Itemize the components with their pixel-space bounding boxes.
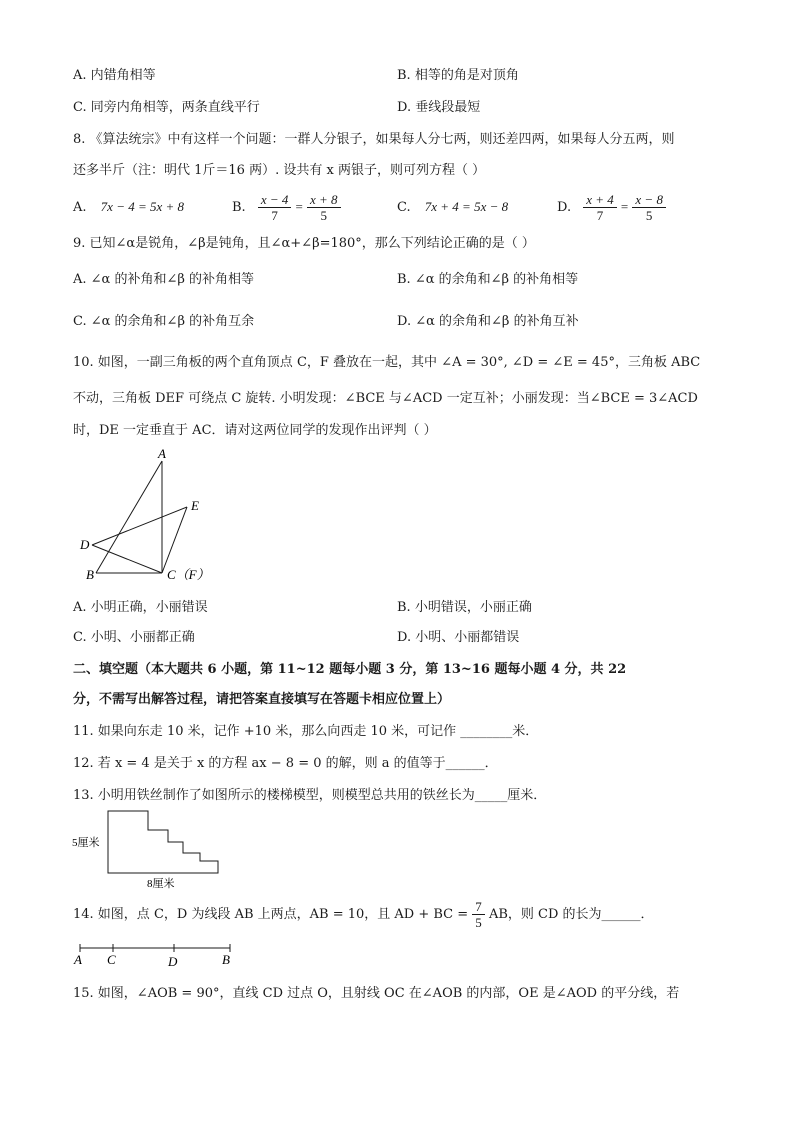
segment-ab	[96, 461, 162, 573]
q14-fraction: $\frac{7}{5}$	[472, 899, 485, 930]
q8-option-d-frac-right: $\frac{x - 8}{5}$	[632, 192, 666, 223]
q8-option-b-frac-left: $\frac{x - 4}{7}$	[258, 192, 292, 223]
q9-option-a: A. ∠α 的补角和∠β 的补角相等	[73, 272, 254, 287]
label-point-a: A	[158, 446, 166, 461]
label-point-b: B	[222, 952, 230, 967]
width-label: 8厘米	[147, 878, 175, 890]
q7-option-d: D. 垂线段最短	[397, 100, 481, 115]
q7-option-a: A. 内错角相等	[73, 68, 156, 83]
q7-option-b: B. 相等的角是对顶角	[397, 68, 519, 83]
q8-option-c-label: C.	[397, 200, 411, 215]
q10-option-c: C. 小明、小丽都正确	[73, 630, 195, 645]
q8-option-c	[397, 199, 508, 216]
segment-ef	[162, 507, 187, 573]
q10-option-d: D. 小明、小丽都错误	[397, 630, 520, 645]
label-point-c: C（F）	[167, 567, 210, 582]
q10-option-b: B. 小明错误，小丽正确	[397, 600, 532, 615]
q14-stem	[73, 895, 654, 935]
label-point-e: E	[191, 498, 199, 513]
q8-option-b: B. $\frac{x - 4}{7}$ = $\frac{x + 8}{5}$	[232, 188, 341, 227]
staircase-outline	[108, 811, 218, 873]
section-2-heading-line2: 分，不需写出解答过程，请把答案直接填写在答题卡相应位置上）	[73, 692, 451, 707]
q15-stem: 15. 如图，∠AOB = 90°，直线 CD 过点 O，且射线 OC 在∠AOB 的内部，OE 是∠AOD 的平分线，若	[73, 986, 680, 1001]
q8-option-b-frac-right: $\frac{x + 8}{5}$	[307, 192, 341, 223]
q8-stem-line2: 还多半斤（注：明代 1斤＝16 两）. 设共有 x 两银子，则可列方程（ ）	[73, 163, 486, 178]
q8-option-a	[73, 199, 184, 216]
q8-option-c-equation: 7x + 4 = 5x − 8	[424, 199, 509, 214]
q13-staircase-figure	[68, 805, 228, 895]
q10-option-a: A. 小明正确，小丽错误	[73, 600, 208, 615]
q14-stem-post: AB，则 CD 的长为______．	[488, 907, 654, 922]
q8-stem-line1: 8. 《算法统宗》中有这样一个问题：一群人分银子，如果每人分七两，则还差四两，如果每人分五两，则	[73, 132, 675, 147]
q10-stem-line3: 时，DE 一定垂直于 AC．请对这两位同学的发现作出评判（ ）	[73, 423, 437, 438]
q8-option-a-equation: 7x − 4 = 5x + 8	[100, 199, 185, 214]
q8-option-d-label: D.	[557, 200, 572, 215]
label-point-a: A	[74, 952, 82, 967]
label-point-d: D	[168, 954, 178, 968]
q14-stem-pre: 14. 如图，点 C，D 为线段 AB 上两点，AB = 10，且 AD + BC =	[73, 907, 469, 922]
segment-de	[92, 507, 187, 545]
label-point-b: B	[86, 567, 94, 582]
q12-stem: 12. 若 x = 4 是关于 x 的方程 ax − 8 = 0 的解，则 a 的值等于______．	[73, 756, 498, 771]
label-point-c: C	[107, 952, 116, 967]
height-label: 5厘米	[72, 837, 100, 849]
label-point-d: D	[80, 537, 90, 552]
q8-option-a-label: A.	[73, 200, 87, 215]
segment-df	[92, 545, 162, 573]
q9-option-c: C. ∠α 的余角和∠β 的补角互余	[73, 314, 255, 329]
q7-option-c: C. 同旁内角相等，两条直线平行	[73, 100, 260, 115]
q10-stem-line2: 不动，三角板 DEF 可绕点 C 旋转. 小明发现：∠BCE 与∠ACD 一定互补；小丽发现：当∠BCE = 3∠ACD	[73, 391, 698, 406]
q10-stem-line1: 10. 如图，一副三角板的两个直角顶点 C，F 叠放在一起，其中 ∠A = 30°, ∠D = ∠E = 45°，三角板 ABC	[73, 355, 701, 370]
q8-option-d: D. $\frac{x + 4}{7}$ = $\frac{x - 8}{5}$	[557, 188, 666, 227]
section-2-heading-line1: 二、填空题（本大题共 6 小题，第 11~12 题每小题 3 分，第 13~16 题每小题 4 分，共 22	[73, 662, 627, 677]
q9-option-d: D. ∠α 的余角和∠β 的补角互补	[397, 314, 579, 329]
q10-triangle-figure	[70, 445, 230, 585]
q9-stem: 9. 已知∠α是锐角，∠β是钝角，且∠α+∠β=180°，那么下列结论正确的是（ ）	[73, 236, 535, 251]
q11-stem: 11. 如果向东走 10 米，记作 +10 米，那么向西走 10 米，可记作 ________米．	[73, 724, 539, 739]
q8-option-b-label: B.	[232, 200, 246, 215]
q13-stem: 13. 小明用铁丝制作了如图所示的楼梯模型，则模型总共用的铁丝长为_____厘米．	[73, 788, 547, 803]
q9-option-b: B. ∠α 的余角和∠β 的补角相等	[397, 272, 579, 287]
q8-option-d-frac-left: $\frac{x + 4}{7}$	[583, 192, 617, 223]
q14-line-segment-figure	[70, 938, 240, 968]
